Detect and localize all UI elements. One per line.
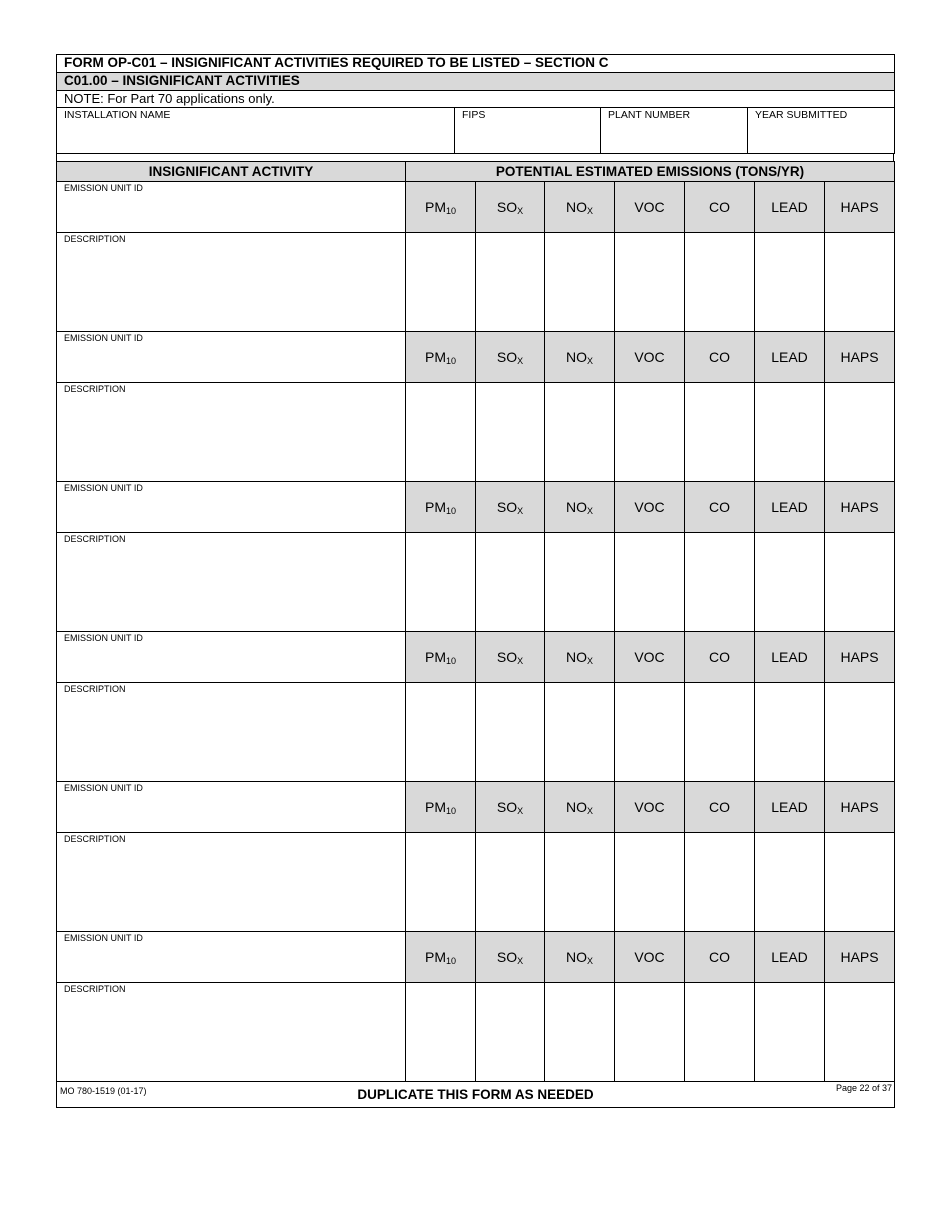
pm-label: PM <box>424 198 446 215</box>
sox-header <box>476 182 545 233</box>
so-subscript: X <box>517 805 524 816</box>
lead-header: LEAD <box>755 632 825 683</box>
note-text: NOTE: For Part 70 applications only. <box>57 91 895 108</box>
lead-header: LEAD <box>755 782 825 833</box>
pm10-header <box>406 332 476 383</box>
haps-value-field[interactable] <box>825 983 895 1082</box>
sox-value-field[interactable] <box>476 983 545 1082</box>
emission-unit-id-label: EMISSION UNIT ID <box>64 183 143 193</box>
duplicate-note: DUPLICATE THIS FORM AS NEEDED <box>57 1082 895 1108</box>
no-subscript: X <box>586 205 593 216</box>
description-label: DESCRIPTION <box>64 234 126 244</box>
pm-label: PM <box>424 648 446 665</box>
voc-header: VOC <box>615 782 685 833</box>
pm10-value-field[interactable] <box>406 833 476 932</box>
emission-unit-id-field[interactable] <box>57 632 406 683</box>
form-title: FORM OP-C01 – INSIGNIFICANT ACTIVITIES REQUIRED TO BE LISTED – SECTION C <box>57 55 895 73</box>
emission-unit-id-field[interactable] <box>57 182 406 233</box>
activity-table <box>56 161 895 1108</box>
plant-number-label: PLANT NUMBER <box>608 109 691 121</box>
nox-header <box>545 482 615 533</box>
sox-value-field[interactable] <box>476 233 545 332</box>
description-field[interactable] <box>57 533 406 632</box>
emission-unit-id-label: EMISSION UNIT ID <box>64 933 143 943</box>
voc-header: VOC <box>615 632 685 683</box>
nox-value-field[interactable] <box>545 833 615 932</box>
emissions-header: POTENTIAL ESTIMATED EMISSIONS (TONS/YR) <box>406 162 895 182</box>
so-label: SO <box>496 648 518 665</box>
fips-label: FIPS <box>462 109 486 121</box>
sox-value-field[interactable] <box>476 533 545 632</box>
haps-header: HAPS <box>825 182 895 233</box>
installation-name-field[interactable] <box>57 108 455 154</box>
co-value-field[interactable] <box>685 533 755 632</box>
haps-header: HAPS <box>825 932 895 983</box>
pm-label: PM <box>424 498 446 515</box>
emission-unit-id-field[interactable] <box>57 782 406 833</box>
haps-header: HAPS <box>825 632 895 683</box>
lead-value-field[interactable] <box>755 383 825 482</box>
lead-value-field[interactable] <box>755 233 825 332</box>
emission-unit-id-field[interactable] <box>57 332 406 383</box>
so-label: SO <box>496 948 518 965</box>
lead-header: LEAD <box>755 332 825 383</box>
form-number: MO 780-1519 (01-17) <box>60 1086 147 1096</box>
so-subscript: X <box>517 205 524 216</box>
pm10-header <box>406 632 476 683</box>
section-title: C01.00 – INSIGNIFICANT ACTIVITIES <box>57 73 895 91</box>
co-header: CO <box>685 332 755 383</box>
form-body <box>56 54 894 1108</box>
nox-header <box>545 332 615 383</box>
haps-value-field[interactable] <box>825 683 895 782</box>
so-label: SO <box>496 198 518 215</box>
co-header: CO <box>685 632 755 683</box>
co-header: CO <box>685 482 755 533</box>
pm10-header <box>406 182 476 233</box>
nox-value-field[interactable] <box>545 683 615 782</box>
so-subscript: X <box>517 955 524 966</box>
nox-header <box>545 782 615 833</box>
sox-header <box>476 932 545 983</box>
lead-value-field[interactable] <box>755 533 825 632</box>
so-subscript: X <box>517 505 524 516</box>
description-field[interactable] <box>57 833 406 932</box>
haps-value-field[interactable] <box>825 383 895 482</box>
pm10-value-field[interactable] <box>406 533 476 632</box>
co-value-field[interactable] <box>685 233 755 332</box>
nox-header <box>545 182 615 233</box>
plant-number-field[interactable] <box>601 108 748 154</box>
no-subscript: X <box>586 355 593 366</box>
sox-value-field[interactable] <box>476 833 545 932</box>
description-label: DESCRIPTION <box>64 384 126 394</box>
voc-header: VOC <box>615 182 685 233</box>
no-label: NO <box>565 948 587 965</box>
pm10-value-field[interactable] <box>406 983 476 1082</box>
no-label: NO <box>565 798 587 815</box>
pm10-header <box>406 482 476 533</box>
nox-value-field[interactable] <box>545 233 615 332</box>
voc-header: VOC <box>615 932 685 983</box>
fips-field[interactable] <box>455 108 601 154</box>
pm-label: PM <box>424 798 446 815</box>
co-value-field[interactable] <box>685 833 755 932</box>
pm-subscript: 10 <box>445 805 456 816</box>
sox-value-field[interactable] <box>476 683 545 782</box>
no-label: NO <box>565 348 587 365</box>
sox-header <box>476 782 545 833</box>
nox-header <box>545 932 615 983</box>
pm-subscript: 10 <box>445 355 456 366</box>
no-label: NO <box>565 498 587 515</box>
lead-value-field[interactable] <box>755 983 825 1082</box>
spacer <box>56 153 894 161</box>
so-subscript: X <box>517 655 524 666</box>
description-label: DESCRIPTION <box>64 534 126 544</box>
description-field[interactable] <box>57 683 406 782</box>
year-submitted-label: YEAR SUBMITTED <box>755 109 848 121</box>
lead-header: LEAD <box>755 932 825 983</box>
haps-header: HAPS <box>825 332 895 383</box>
no-subscript: X <box>586 505 593 516</box>
pm-label: PM <box>424 948 446 965</box>
pm10-header <box>406 932 476 983</box>
pm10-value-field[interactable] <box>406 383 476 482</box>
pm-label: PM <box>424 348 446 365</box>
co-header: CO <box>685 182 755 233</box>
insignificant-activity-header: INSIGNIFICANT ACTIVITY <box>57 162 406 182</box>
haps-value-field[interactable] <box>825 533 895 632</box>
sox-header <box>476 482 545 533</box>
nox-value-field[interactable] <box>545 983 615 1082</box>
so-label: SO <box>496 498 518 515</box>
description-label: DESCRIPTION <box>64 834 126 844</box>
voc-header: VOC <box>615 482 685 533</box>
pm-subscript: 10 <box>445 205 456 216</box>
voc-value-field[interactable] <box>615 233 685 332</box>
haps-header: HAPS <box>825 782 895 833</box>
voc-value-field[interactable] <box>615 833 685 932</box>
lead-value-field[interactable] <box>755 833 825 932</box>
sox-header <box>476 332 545 383</box>
voc-value-field[interactable] <box>615 383 685 482</box>
description-field[interactable] <box>57 983 406 1082</box>
co-value-field[interactable] <box>685 983 755 1082</box>
so-label: SO <box>496 798 518 815</box>
voc-value-field[interactable] <box>615 983 685 1082</box>
description-field[interactable] <box>57 233 406 332</box>
installation-name-label: INSTALLATION NAME <box>64 109 171 121</box>
emission-unit-id-field[interactable] <box>57 932 406 983</box>
co-value-field[interactable] <box>685 383 755 482</box>
no-subscript: X <box>586 655 593 666</box>
emission-unit-id-label: EMISSION UNIT ID <box>64 483 143 493</box>
pm-subscript: 10 <box>445 505 456 516</box>
form-grid <box>56 54 895 108</box>
haps-value-field[interactable] <box>825 833 895 932</box>
nox-header <box>545 632 615 683</box>
nox-value-field[interactable] <box>545 533 615 632</box>
voc-header: VOC <box>615 332 685 383</box>
no-subscript: X <box>586 955 593 966</box>
description-label: DESCRIPTION <box>64 984 126 994</box>
no-subscript: X <box>586 805 593 816</box>
no-label: NO <box>565 648 587 665</box>
lead-value-field[interactable] <box>755 683 825 782</box>
so-label: SO <box>496 348 518 365</box>
emission-unit-id-label: EMISSION UNIT ID <box>64 633 143 643</box>
co-header: CO <box>685 932 755 983</box>
co-header: CO <box>685 782 755 833</box>
pm10-header <box>406 782 476 833</box>
sox-value-field[interactable] <box>476 383 545 482</box>
emission-unit-id-label: EMISSION UNIT ID <box>64 333 143 343</box>
haps-header: HAPS <box>825 482 895 533</box>
year-submitted-field[interactable] <box>748 108 895 154</box>
emission-unit-id-label: EMISSION UNIT ID <box>64 783 143 793</box>
info-table <box>56 107 895 154</box>
lead-header: LEAD <box>755 482 825 533</box>
haps-value-field[interactable] <box>825 233 895 332</box>
sox-header <box>476 632 545 683</box>
pm10-value-field[interactable] <box>406 233 476 332</box>
co-value-field[interactable] <box>685 683 755 782</box>
description-field[interactable] <box>57 383 406 482</box>
voc-value-field[interactable] <box>615 683 685 782</box>
no-label: NO <box>565 198 587 215</box>
pm-subscript: 10 <box>445 655 456 666</box>
voc-value-field[interactable] <box>615 533 685 632</box>
lead-header: LEAD <box>755 182 825 233</box>
pm10-value-field[interactable] <box>406 683 476 782</box>
nox-value-field[interactable] <box>545 383 615 482</box>
page-number: Page 22 of 37 <box>835 1083 892 1093</box>
emission-unit-id-field[interactable] <box>57 482 406 533</box>
description-label: DESCRIPTION <box>64 684 126 694</box>
so-subscript: X <box>517 355 524 366</box>
pm-subscript: 10 <box>445 955 456 966</box>
